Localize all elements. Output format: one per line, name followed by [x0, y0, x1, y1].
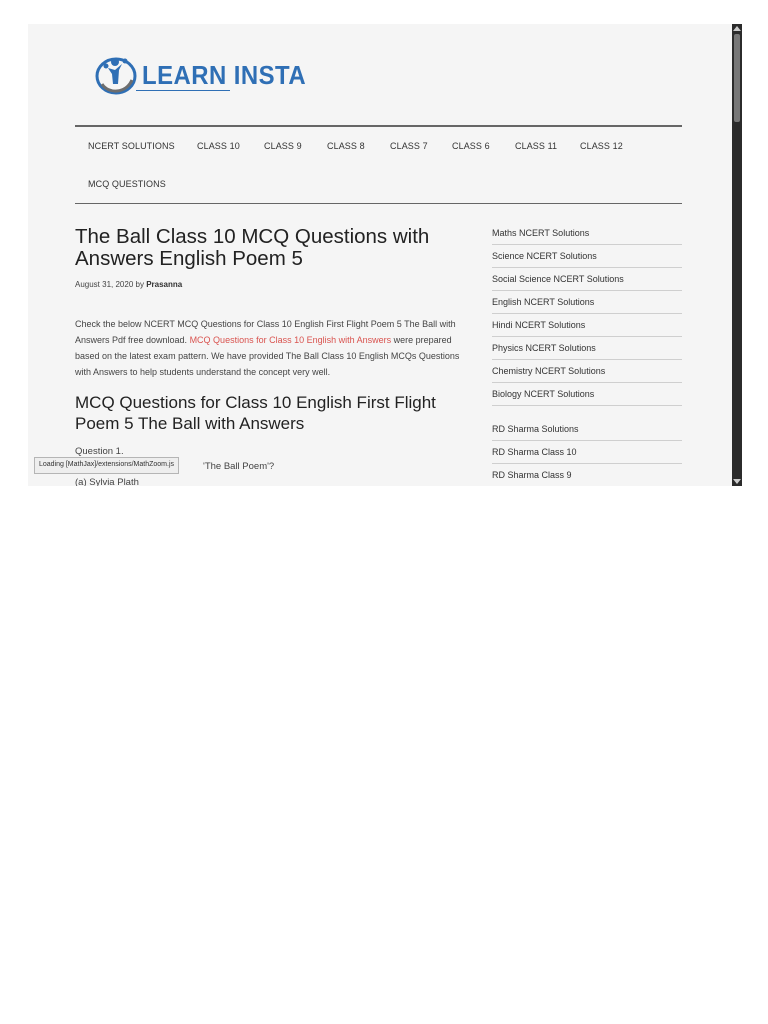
intro-text-start: Check the below NCERT MCQ Questions for Class 10 English First Flight Poem 5 The Ball with Answers Pdf free download. — [75, 319, 456, 345]
site-logo[interactable] — [94, 50, 320, 100]
nav-class-10[interactable]: CLASS 10 — [197, 141, 240, 151]
nav-ncert-solutions[interactable]: NCERT SOLUTIONS — [88, 141, 175, 151]
article-meta — [75, 280, 182, 289]
article-title: The Ball Class 10 MCQ Questions with Answers English Poem 5 — [75, 225, 430, 270]
nav-class-8[interactable]: CLASS 8 — [327, 141, 365, 151]
question-option-a: (a) Sylvia Plath — [75, 477, 139, 486]
main-navigation — [75, 125, 682, 204]
intro-text-end: were prepared based on the latest exam pattern. We have provided The Ball Class 10 English MCQs Questions with Answers to help students understand the concept very well. — [75, 335, 460, 377]
sidebar-item-social-science[interactable]: Social Science NCERT Solutions — [492, 268, 682, 291]
sidebar-item-biology[interactable]: Biology NCERT Solutions — [492, 383, 682, 406]
nav-class-9[interactable]: CLASS 9 — [264, 141, 302, 151]
scroll-up-icon[interactable] — [733, 26, 741, 31]
sidebar-item-chemistry[interactable]: Chemistry NCERT Solutions — [492, 360, 682, 383]
scroll-down-icon[interactable] — [733, 479, 741, 484]
sidebar-item-english[interactable]: English NCERT Solutions — [492, 291, 682, 314]
page-viewport — [28, 24, 734, 486]
nav-class-11[interactable]: CLASS 11 — [515, 141, 558, 151]
scrollbar-thumb[interactable] — [734, 34, 740, 122]
sidebar-item-rd-sharma-class-9[interactable]: RD Sharma Class 9 — [492, 464, 682, 486]
sidebar-item-rd-sharma-class-10[interactable]: RD Sharma Class 10 — [492, 441, 682, 464]
nav-class-12[interactable]: CLASS 12 — [580, 141, 623, 151]
question-text-fragment: 'The Ball Poem'? — [203, 461, 275, 472]
sidebar-item-rd-sharma-solutions[interactable]: RD Sharma Solutions — [492, 418, 682, 441]
question-label: Question 1. — [75, 446, 124, 457]
nav-class-7[interactable]: CLASS 7 — [390, 141, 428, 151]
mathjax-loading-status: Loading [MathJax]/extensions/MathZoom.js — [34, 457, 179, 474]
mcq-english-link[interactable]: MCQ Questions for Class 10 English with Answers — [189, 335, 392, 345]
vertical-scrollbar[interactable] — [732, 24, 742, 486]
learn-insta-logo-icon — [94, 50, 138, 100]
nav-class-6[interactable]: CLASS 6 — [452, 141, 490, 151]
logo-underline — [136, 90, 230, 91]
article-author[interactable]: Prasanna — [146, 280, 183, 289]
sidebar-item-maths[interactable]: Maths NCERT Solutions — [492, 222, 682, 245]
section-heading: MCQ Questions for Class 10 English First Flight Poem 5 The Ball with Answers — [75, 393, 436, 433]
sidebar-item-physics[interactable]: Physics NCERT Solutions — [492, 337, 682, 360]
article-by: by — [135, 280, 144, 289]
article-date: August 31, 2020 — [75, 280, 134, 289]
site-name: LEARN INSTA — [142, 59, 307, 90]
sidebar-item-hindi[interactable]: Hindi NCERT Solutions — [492, 314, 682, 337]
sidebar-item-science[interactable]: Science NCERT Solutions — [492, 245, 682, 268]
article-intro — [75, 316, 475, 380]
nav-mcq-questions[interactable]: MCQ QUESTIONS — [88, 179, 166, 189]
